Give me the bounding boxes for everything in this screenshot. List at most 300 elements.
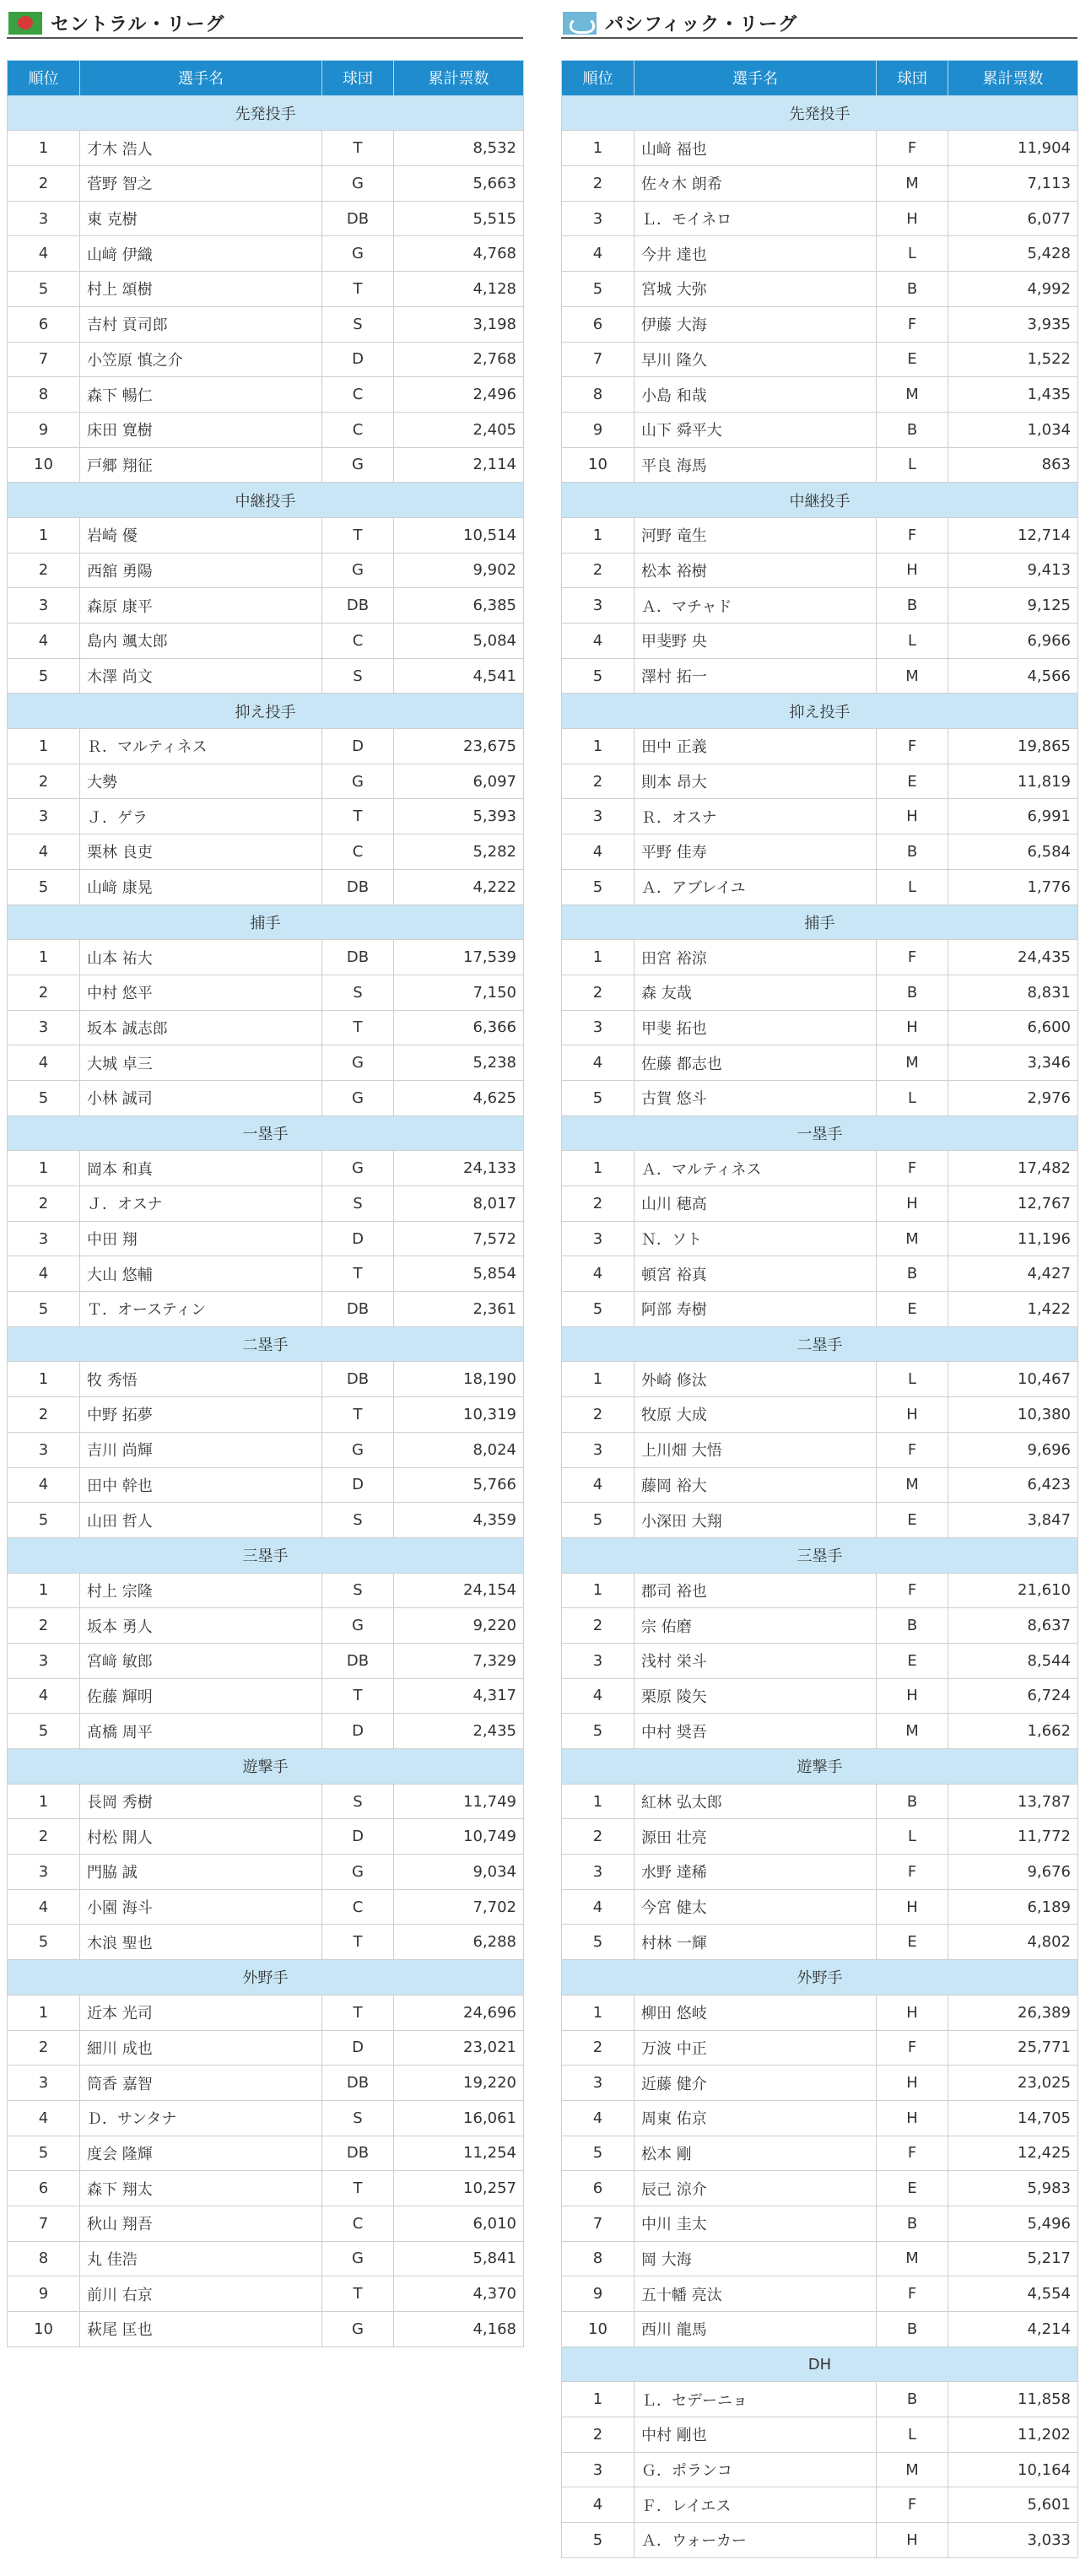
votes-cell: 4,625: [394, 1080, 524, 1115]
table-row: [562, 342, 1078, 377]
table-row: [8, 2276, 524, 2312]
section-title: 三塁手: [562, 1537, 1078, 1573]
votes-cell: 5,601: [948, 2487, 1078, 2523]
table-row: [562, 1362, 1078, 1397]
table-row: [8, 2100, 524, 2136]
table-row: [8, 1643, 524, 1678]
player-name-cell: 門脇 誠: [80, 1855, 322, 1890]
votes-cell: 4,317: [394, 1678, 524, 1714]
rank-cell: 9: [8, 2276, 80, 2312]
player-name-cell: 山﨑 伊織: [80, 236, 322, 272]
player-name-cell: 澤村 拓一: [634, 658, 877, 694]
team-cell: F: [877, 2136, 948, 2171]
team-cell: DB: [322, 2066, 394, 2101]
player-name-cell: 頓宮 裕真: [634, 1256, 877, 1292]
table-row: [8, 1573, 524, 1608]
team-cell: T: [322, 2276, 394, 2312]
table-row: [562, 2523, 1078, 2558]
team-cell: S: [322, 1186, 394, 1222]
team-cell: D: [322, 729, 394, 764]
table-row: [562, 1503, 1078, 1538]
player-name-cell: 河野 竜生: [634, 517, 877, 553]
player-name-cell: 田中 幹也: [80, 1467, 322, 1503]
rank-cell: 4: [562, 1045, 634, 1081]
table-row: [8, 1186, 524, 1222]
section-header-row: [562, 483, 1078, 518]
rank-cell: 2: [562, 975, 634, 1010]
votes-cell: 7,113: [948, 166, 1078, 202]
section-header-row: [8, 95, 524, 131]
player-name-cell: Ｒ．マルティネス: [80, 729, 322, 764]
votes-cell: 10,380: [948, 1397, 1078, 1433]
votes-cell: 12,714: [948, 517, 1078, 553]
team-cell: S: [322, 1784, 394, 1819]
votes-cell: 4,128: [394, 272, 524, 307]
team-cell: M: [877, 1221, 948, 1256]
player-name-cell: Ｊ．ゲラ: [80, 799, 322, 834]
player-name-cell: 森 友哉: [634, 975, 877, 1010]
team-cell: M: [877, 1467, 948, 1503]
votes-cell: 5,428: [948, 236, 1078, 272]
player-name-cell: 伊藤 大海: [634, 306, 877, 342]
table-row: [8, 131, 524, 166]
votes-cell: 23,021: [394, 2030, 524, 2066]
table-row: [562, 1678, 1078, 1714]
rank-cell: 9: [562, 412, 634, 447]
table-row: [8, 1855, 524, 1890]
rank-cell: 4: [8, 1256, 80, 1292]
header-team: 球団: [322, 61, 394, 96]
rank-cell: 2: [8, 2030, 80, 2066]
table-row: [562, 2206, 1078, 2241]
player-name-cell: 萩尾 匡也: [80, 2312, 322, 2347]
votes-cell: 6,423: [948, 1467, 1078, 1503]
team-cell: H: [877, 799, 948, 834]
team-cell: B: [877, 1256, 948, 1292]
team-cell: M: [877, 166, 948, 202]
section-title: 一塁手: [8, 1115, 524, 1151]
player-name-cell: 中村 悠平: [80, 975, 322, 1010]
section-title: 先発投手: [8, 95, 524, 131]
team-cell: D: [322, 1819, 394, 1855]
rank-cell: 7: [562, 2206, 634, 2241]
player-name-cell: 栗林 良吏: [80, 834, 322, 870]
team-cell: E: [877, 1292, 948, 1327]
player-name-cell: 宗 佑磨: [634, 1608, 877, 1644]
rank-cell: 3: [8, 2066, 80, 2101]
rank-cell: 1: [8, 1995, 80, 2030]
team-cell: G: [322, 1608, 394, 1644]
player-name-cell: 佐々木 朗希: [634, 166, 877, 202]
player-name-cell: 水野 達稀: [634, 1855, 877, 1890]
votes-cell: 6,385: [394, 588, 524, 624]
rank-cell: 1: [8, 1362, 80, 1397]
team-cell: D: [322, 1221, 394, 1256]
player-name-cell: 山﨑 康晃: [80, 869, 322, 905]
rank-cell: 4: [8, 834, 80, 870]
table-row: [8, 624, 524, 659]
votes-cell: 5,238: [394, 1045, 524, 1081]
rank-cell: 2: [8, 1397, 80, 1433]
rank-cell: 3: [8, 1643, 80, 1678]
rank-cell: 10: [8, 447, 80, 483]
player-name-cell: Ｌ．セデーニョ: [634, 2382, 877, 2417]
votes-cell: 24,435: [948, 940, 1078, 975]
section-header-row: [562, 1537, 1078, 1573]
rank-cell: 1: [562, 1362, 634, 1397]
team-cell: F: [877, 306, 948, 342]
table-row: [562, 799, 1078, 834]
team-cell: B: [877, 272, 948, 307]
votes-cell: 1,776: [948, 869, 1078, 905]
player-name-cell: 柳田 悠岐: [634, 1995, 877, 2030]
rank-cell: 2: [562, 1397, 634, 1433]
player-name-cell: 髙橋 周平: [80, 1714, 322, 1749]
votes-cell: 26,389: [948, 1995, 1078, 2030]
rank-cell: 5: [8, 2136, 80, 2171]
table-row: [562, 2312, 1078, 2347]
section-title: DH: [562, 2346, 1078, 2382]
rank-cell: 3: [8, 588, 80, 624]
table-row: [8, 377, 524, 413]
team-cell: H: [877, 2066, 948, 2101]
table-row: [8, 1678, 524, 1714]
team-cell: B: [877, 412, 948, 447]
rank-cell: 4: [8, 2100, 80, 2136]
team-cell: F: [877, 1151, 948, 1186]
team-cell: S: [322, 975, 394, 1010]
votes-cell: 6,724: [948, 1678, 1078, 1714]
table-row: [562, 1045, 1078, 1081]
section-header-row: [562, 694, 1078, 729]
player-name-cell: Ｌ．モイネロ: [634, 201, 877, 236]
votes-cell: 2,976: [948, 1080, 1078, 1115]
rank-cell: 3: [562, 201, 634, 236]
rank-cell: 3: [8, 1432, 80, 1467]
team-cell: F: [877, 1855, 948, 1890]
team-cell: C: [322, 624, 394, 659]
table-row: [562, 1467, 1078, 1503]
votes-cell: 4,222: [394, 869, 524, 905]
player-name-cell: 宮﨑 敏郎: [80, 1643, 322, 1678]
team-cell: T: [322, 517, 394, 553]
player-name-cell: 田宮 裕涼: [634, 940, 877, 975]
votes-cell: 8,637: [948, 1608, 1078, 1644]
central-league-vote-table: [7, 60, 524, 2347]
votes-cell: 7,329: [394, 1643, 524, 1678]
rank-cell: 6: [8, 306, 80, 342]
rank-cell: 5: [562, 1080, 634, 1115]
player-name-cell: 島内 颯太郎: [80, 624, 322, 659]
team-cell: H: [877, 1010, 948, 1045]
team-cell: T: [322, 1995, 394, 2030]
section-title: 遊撃手: [562, 1749, 1078, 1785]
team-cell: E: [877, 342, 948, 377]
table-row: [562, 624, 1078, 659]
votes-cell: 11,202: [948, 2417, 1078, 2453]
player-name-cell: 西舘 勇陽: [80, 553, 322, 588]
player-name-cell: 村林 一輝: [634, 1925, 877, 1960]
player-name-cell: 外崎 修汰: [634, 1362, 877, 1397]
table-row: [562, 1784, 1078, 1819]
section-header-row: [8, 1749, 524, 1785]
votes-cell: 24,154: [394, 1573, 524, 1608]
rank-cell: 5: [562, 1292, 634, 1327]
rank-cell: 5: [562, 2523, 634, 2558]
table-row: [8, 1925, 524, 1960]
votes-cell: 6,600: [948, 1010, 1078, 1045]
table-row: [562, 131, 1078, 166]
section-title: 抑え投手: [8, 694, 524, 729]
player-name-cell: 木澤 尚文: [80, 658, 322, 694]
votes-cell: 11,819: [948, 764, 1078, 799]
team-cell: F: [877, 2487, 948, 2523]
rank-cell: 5: [562, 1714, 634, 1749]
rank-cell: 10: [562, 2312, 634, 2347]
player-name-cell: Ｎ．ソト: [634, 1221, 877, 1256]
votes-cell: 4,554: [948, 2276, 1078, 2312]
votes-cell: 5,393: [394, 799, 524, 834]
rank-cell: 5: [8, 658, 80, 694]
votes-cell: 4,427: [948, 1256, 1078, 1292]
table-row: [562, 2382, 1078, 2417]
player-name-cell: 宮城 大弥: [634, 272, 877, 307]
rank-cell: 1: [562, 940, 634, 975]
section-title: 外野手: [562, 1960, 1078, 1995]
player-name-cell: 岡本 和真: [80, 1151, 322, 1186]
player-name-cell: 今宮 健太: [634, 1889, 877, 1925]
player-name-cell: 栗原 陵矢: [634, 1678, 877, 1714]
table-row: [562, 412, 1078, 447]
league-header: [561, 8, 1077, 39]
table-header-row: [8, 61, 524, 96]
player-name-cell: 吉村 貢司郎: [80, 306, 322, 342]
votes-cell: 7,150: [394, 975, 524, 1010]
team-cell: H: [877, 1995, 948, 2030]
table-row: [562, 2487, 1078, 2523]
votes-cell: 11,772: [948, 1819, 1078, 1855]
team-cell: F: [877, 2276, 948, 2312]
section-title: 二塁手: [8, 1326, 524, 1362]
votes-cell: 3,198: [394, 306, 524, 342]
table-row: [562, 2276, 1078, 2312]
rank-cell: 1: [562, 2382, 634, 2417]
votes-cell: 5,084: [394, 624, 524, 659]
section-header-row: [562, 1326, 1078, 1362]
table-row: [8, 940, 524, 975]
player-name-cell: 小深田 大翔: [634, 1503, 877, 1538]
table-row: [8, 447, 524, 483]
team-cell: M: [877, 658, 948, 694]
rank-cell: 1: [8, 1573, 80, 1608]
team-cell: B: [877, 975, 948, 1010]
team-cell: L: [877, 447, 948, 483]
section-header-row: [8, 1960, 524, 1995]
votes-cell: 9,696: [948, 1432, 1078, 1467]
player-name-cell: 甲斐 拓也: [634, 1010, 877, 1045]
player-name-cell: 松本 剛: [634, 2136, 877, 2171]
team-cell: T: [322, 272, 394, 307]
section-title: 二塁手: [562, 1326, 1078, 1362]
table-row: [562, 1221, 1078, 1256]
table-row: [562, 1010, 1078, 1045]
team-cell: B: [877, 1608, 948, 1644]
section-header-row: [8, 905, 524, 940]
team-cell: T: [322, 2171, 394, 2206]
pacific-league-logo-icon: [563, 12, 597, 35]
player-name-cell: 筒香 嘉智: [80, 2066, 322, 2101]
section-title: 抑え投手: [562, 694, 1078, 729]
player-name-cell: 近本 光司: [80, 1995, 322, 2030]
player-name-cell: 森下 暢仁: [80, 377, 322, 413]
rank-cell: 5: [8, 869, 80, 905]
rank-cell: 5: [8, 1080, 80, 1115]
team-cell: F: [877, 729, 948, 764]
rank-cell: 5: [562, 2136, 634, 2171]
player-name-cell: 牧 秀悟: [80, 1362, 322, 1397]
votes-cell: 2,114: [394, 447, 524, 483]
team-cell: E: [877, 1503, 948, 1538]
rank-cell: 3: [8, 1221, 80, 1256]
section-title: 先発投手: [562, 95, 1078, 131]
votes-cell: 10,319: [394, 1397, 524, 1433]
rank-cell: 1: [8, 729, 80, 764]
votes-cell: 2,496: [394, 377, 524, 413]
player-name-cell: 万波 中正: [634, 2030, 877, 2066]
team-cell: DB: [322, 1292, 394, 1327]
table-row: [8, 1467, 524, 1503]
player-name-cell: 村上 頌樹: [80, 272, 322, 307]
player-name-cell: 五十幡 亮汰: [634, 2276, 877, 2312]
votes-cell: 4,370: [394, 2276, 524, 2312]
rank-cell: 3: [8, 1010, 80, 1045]
table-row: [8, 2066, 524, 2101]
section-title: 一塁手: [562, 1115, 1078, 1151]
table-row: [562, 1151, 1078, 1186]
table-row: [8, 2241, 524, 2276]
votes-cell: 4,992: [948, 272, 1078, 307]
votes-cell: 6,288: [394, 1925, 524, 1960]
team-cell: E: [877, 764, 948, 799]
votes-cell: 8,532: [394, 131, 524, 166]
votes-cell: 21,610: [948, 1573, 1078, 1608]
rank-cell: 3: [562, 1855, 634, 1890]
votes-cell: 13,787: [948, 1784, 1078, 1819]
votes-cell: 4,802: [948, 1925, 1078, 1960]
rank-cell: 3: [562, 2452, 634, 2487]
player-name-cell: Ｆ．レイエス: [634, 2487, 877, 2523]
team-cell: M: [877, 377, 948, 413]
team-cell: DB: [322, 940, 394, 975]
league-title: パシフィック・リーグ: [605, 14, 798, 35]
team-cell: F: [877, 131, 948, 166]
team-cell: G: [322, 1855, 394, 1890]
team-cell: H: [877, 2523, 948, 2558]
player-name-cell: 佐藤 輝明: [80, 1678, 322, 1714]
team-cell: L: [877, 869, 948, 905]
table-row: [8, 236, 524, 272]
player-name-cell: 上川畑 大悟: [634, 1432, 877, 1467]
team-cell: F: [877, 1573, 948, 1608]
player-name-cell: 松本 裕樹: [634, 553, 877, 588]
rank-cell: 3: [562, 2066, 634, 2101]
rank-cell: 5: [562, 272, 634, 307]
table-row: [8, 1292, 524, 1327]
player-name-cell: 菅野 智之: [80, 166, 322, 202]
team-cell: B: [877, 588, 948, 624]
league-title: セントラル・リーグ: [51, 14, 225, 35]
rank-cell: 2: [562, 1186, 634, 1222]
player-name-cell: 藤岡 裕大: [634, 1467, 877, 1503]
votes-cell: 10,467: [948, 1362, 1078, 1397]
player-name-cell: 中村 剛也: [634, 2417, 877, 2453]
player-name-cell: 甲斐野 央: [634, 624, 877, 659]
team-cell: G: [322, 1080, 394, 1115]
votes-cell: 6,010: [394, 2206, 524, 2241]
team-cell: B: [877, 1784, 948, 1819]
votes-cell: 6,097: [394, 764, 524, 799]
rank-cell: 4: [8, 1045, 80, 1081]
table-row: [562, 2030, 1078, 2066]
header-rank: 順位: [8, 61, 80, 96]
table-row: [562, 272, 1078, 307]
player-name-cell: 小林 誠司: [80, 1080, 322, 1115]
section-header-row: [562, 1960, 1078, 1995]
votes-cell: 8,024: [394, 1432, 524, 1467]
player-name-cell: 早川 隆久: [634, 342, 877, 377]
player-name-cell: 度会 隆輝: [80, 2136, 322, 2171]
votes-cell: 16,061: [394, 2100, 524, 2136]
votes-cell: 5,841: [394, 2241, 524, 2276]
team-cell: E: [877, 1643, 948, 1678]
team-cell: G: [322, 236, 394, 272]
votes-cell: 18,190: [394, 1362, 524, 1397]
team-cell: S: [322, 1503, 394, 1538]
team-cell: G: [322, 1045, 394, 1081]
rank-cell: 3: [562, 1643, 634, 1678]
table-row: [562, 1080, 1078, 1115]
table-row: [562, 236, 1078, 272]
rank-cell: 2: [562, 166, 634, 202]
table-row: [562, 1432, 1078, 1467]
table-row: [8, 588, 524, 624]
rank-cell: 1: [562, 729, 634, 764]
rank-cell: 5: [8, 1292, 80, 1327]
rank-cell: 6: [562, 306, 634, 342]
table-row: [8, 201, 524, 236]
player-name-cell: 今井 達也: [634, 236, 877, 272]
votes-cell: 25,771: [948, 2030, 1078, 2066]
rank-cell: 2: [562, 553, 634, 588]
votes-cell: 1,435: [948, 377, 1078, 413]
table-row: [562, 1819, 1078, 1855]
votes-cell: 4,359: [394, 1503, 524, 1538]
player-name-cell: 吉川 尚輝: [80, 1432, 322, 1467]
votes-cell: 9,902: [394, 553, 524, 588]
table-row: [8, 1256, 524, 1292]
rank-cell: 3: [8, 201, 80, 236]
table-row: [562, 1292, 1078, 1327]
rank-cell: 1: [562, 1784, 634, 1819]
rank-cell: 3: [562, 588, 634, 624]
team-cell: C: [322, 2206, 394, 2241]
player-name-cell: 阿部 寿樹: [634, 1292, 877, 1327]
votes-cell: 9,220: [394, 1608, 524, 1644]
player-name-cell: 辰己 涼介: [634, 2171, 877, 2206]
team-cell: H: [877, 1397, 948, 1433]
rank-cell: 1: [8, 940, 80, 975]
player-name-cell: 小笠原 慎之介: [80, 342, 322, 377]
